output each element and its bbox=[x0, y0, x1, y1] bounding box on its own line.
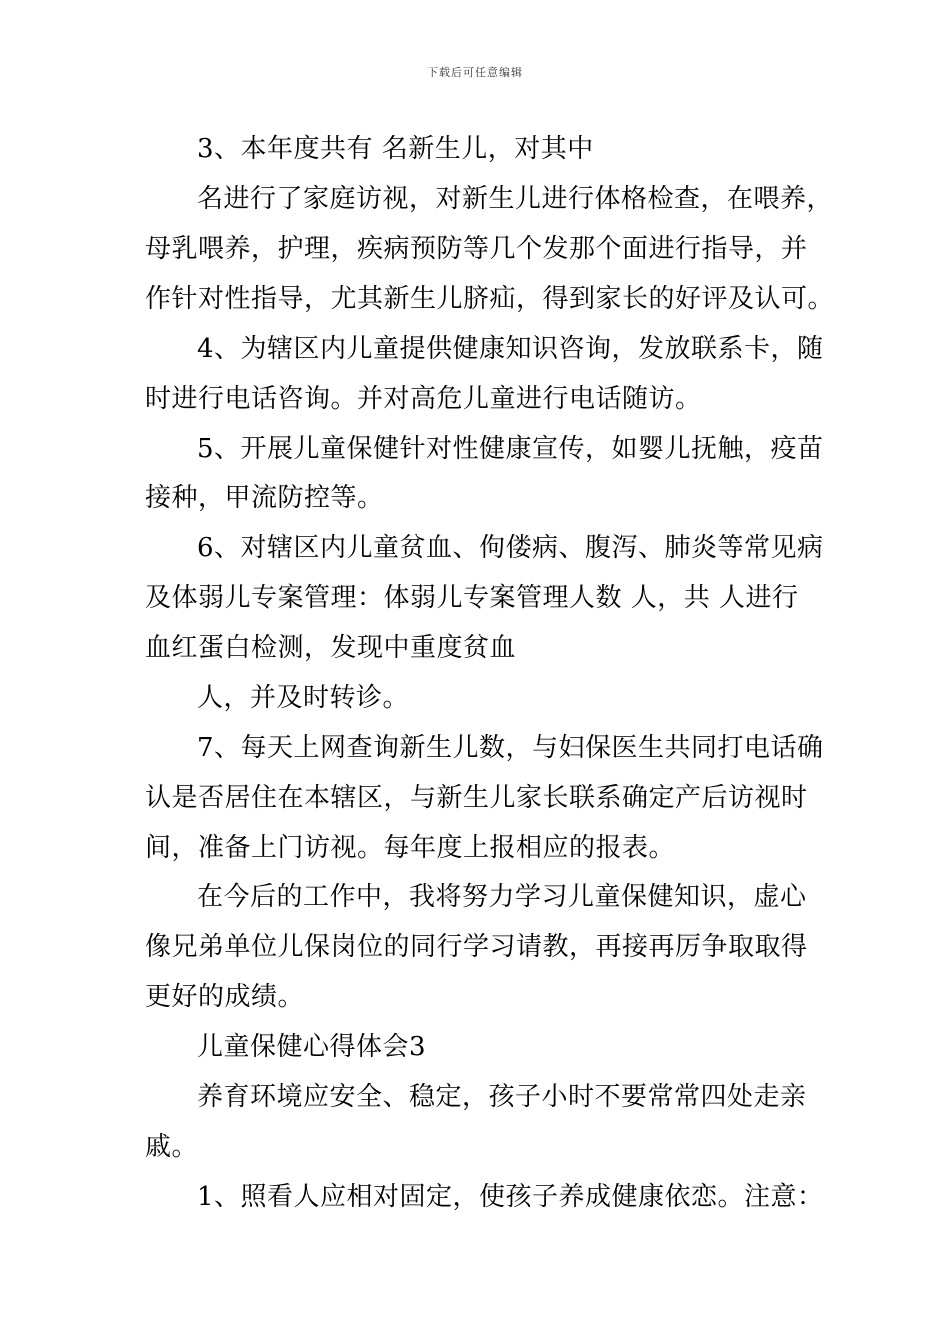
text-line: 4、为辖区内儿童提供健康知识咨询，发放联系卡，随 bbox=[197, 334, 824, 364]
text-line: 在今后的工作中，我将努力学习儿童保健知识，虚心 bbox=[197, 882, 807, 912]
text-line: 名进行了家庭访视，对新生儿进行体格检查，在喂养， bbox=[197, 184, 834, 214]
text-line: 接种，甲流防控等。 bbox=[145, 483, 384, 513]
text-line: 6、对辖区内儿童贫血、佝偻病、腹泻、肺炎等常见病 bbox=[197, 533, 824, 563]
text-line: 母乳喂养，护理，疾病预防等几个发那个面进行指导，并 bbox=[145, 234, 808, 264]
text-line: 血红蛋白检测，发现中重度贫血 bbox=[145, 633, 517, 663]
text-line: 认是否居住在本辖区，与新生儿家长联系确定产后访视时 bbox=[145, 783, 808, 813]
text-line: 时进行电话咨询。并对高危儿童进行电话随访。 bbox=[145, 384, 702, 414]
text-line: 1、照看人应相对固定，使孩子养成健康依恋。注意： bbox=[197, 1182, 824, 1212]
text-line: 作针对性指导，尤其新生儿脐疝，得到家长的好评及认可。 bbox=[145, 284, 835, 314]
text-line: 及体弱儿专案管理：体弱儿专案管理人数 人，共 人进行 bbox=[145, 583, 799, 613]
text-line: 7、每天上网查询新生儿数，与妇保医生共同打电话确 bbox=[197, 733, 824, 763]
text-line: 像兄弟单位儿保岗位的同行学习请教，再接再厉争取取得 bbox=[145, 932, 808, 962]
text-line: 5、开展儿童保健针对性健康宣传，如婴儿抚触，疫苗 bbox=[197, 434, 824, 464]
text-line: 间，准备上门访视。每年度上报相应的报表。 bbox=[145, 833, 676, 863]
text-line: 3、本年度共有 名新生儿，对其中 bbox=[197, 134, 594, 164]
page-header: 下载后可任意编辑 bbox=[427, 66, 523, 79]
text-line: 更好的成绩。 bbox=[145, 982, 305, 1012]
text-line: 戚。 bbox=[145, 1132, 199, 1162]
section-heading: 儿童保健心得体会3 bbox=[197, 1032, 427, 1062]
text-line: 人，并及时转诊。 bbox=[197, 683, 410, 713]
text-line: 养育环境应安全、稳定，孩子小时不要常常四处走亲 bbox=[197, 1082, 807, 1112]
